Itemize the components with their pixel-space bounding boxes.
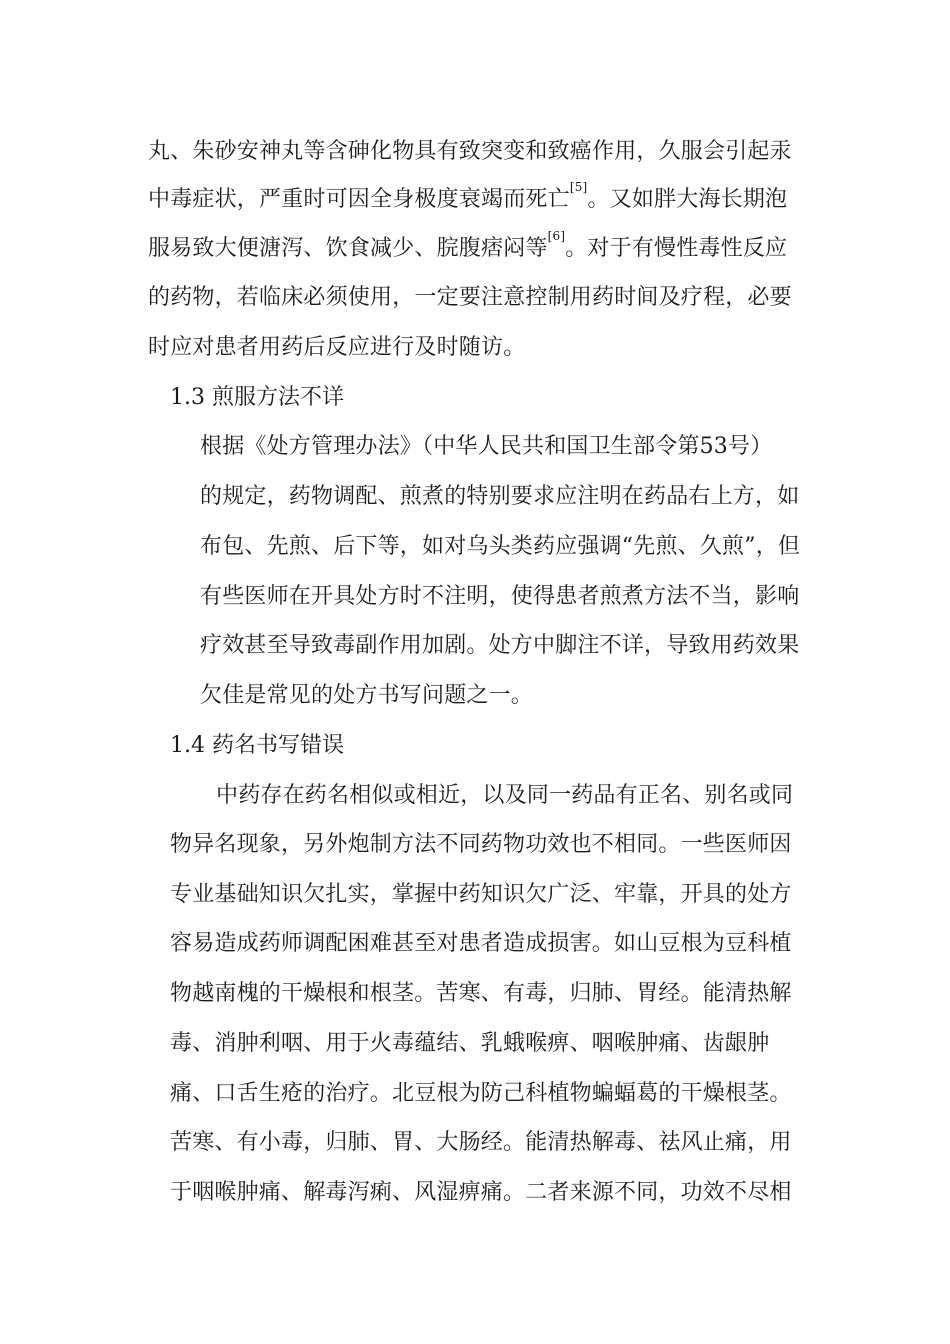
section-1-3-line-5: 疗效甚至导致毒副作用加剧。处方中脚注不详，导致用药效果 [200,633,800,658]
section-1-4-line-5: 物越南槐的干燥根和根茎。苦寒、有毒，归肺、胃经。能清热解 [170,981,792,1006]
section-1-4-line-3: 专业基础知识欠扎实，掌握中药知识欠广泛、牢靠，开具的处方 [170,882,792,907]
paragraph-1-line-2-text-a: 中毒症状，严重时可因全身极度衰竭而死亡 [148,187,570,212]
citation-5: [5] [569,180,588,194]
paragraph-1-line-2-text-b: 。又如胖大海长期泡 [587,187,788,212]
section-1-3-line-1: 根据《处方管理办法》（中华人民共和国卫生部令第53号） [200,434,773,459]
section-1-3-line-6: 欠佳是常见的处方书写问题之一。 [200,683,534,708]
section-1-4-line-2: 物异名现象，另外炮制方法不同药物功效也不相同。一些医师因 [170,832,792,857]
paragraph-1-line-3-text-a: 服易致大便溏泻、饮食减少、脘腹痞闷等 [148,236,548,261]
section-1-3-line-2: 的规定，药物调配、煎煮的特别要求应注明在药品右上方，如 [200,484,800,509]
section-1-4-line-7: 痛、口舌生疮的治疗。北豆根为防己科植物蝙蝠葛的干燥根茎。 [170,1081,792,1106]
paragraph-1-line-3-text-b: 。对于有慢性毒性反应 [565,236,788,261]
citation-6: [6] [547,229,566,243]
section-1-3-line-3: 布包、先煎、后下等，如对乌头类药应强调“先煎、久煎”，但 [200,534,801,559]
section-heading-1-3: 1.3 煎服方法不详 [170,385,344,410]
paragraph-1-line-2 [148,180,788,215]
paragraph-1-line-4: 的药物，若临床必须使用，一定要注意控制用药时间及疗程，必要 [148,285,792,310]
paragraph-1-line-1: 丸、朱砂安神丸等含砷化物具有致突变和致癌作用，久服会引起汞 [148,139,792,164]
section-1-3-line-4: 有些医师在开具处方时不注明，使得患者煎煮方法不当，影响 [200,584,800,609]
paragraph-1-line-3 [148,229,788,264]
paragraph-1-line-5: 时应对患者用药后反应进行及时随访。 [148,335,526,360]
section-1-4-line-9: 于咽喉肿痛、解毒泻痢、风湿痹痛。二者来源不同，功效不尽相 [170,1180,792,1205]
section-1-4-line-6: 毒、消肿利咽、用于火毒蕴结、乳蛾喉痹、咽喉肿痛、齿龈肿 [170,1031,770,1056]
section-1-4-line-4: 容易造成药师调配困难甚至对患者造成损害。如山豆根为豆科植 [170,931,792,956]
section-heading-1-4: 1.4 药名书写错误 [170,733,344,758]
section-1-4-line-8: 苦寒、有小毒，归肺、胃、大肠经。能清热解毒、祛风止痛，用 [170,1130,792,1155]
section-1-4-line-1: 中药存在药名相似或相近，以及同一药品有正名、别名或同 [216,783,794,808]
